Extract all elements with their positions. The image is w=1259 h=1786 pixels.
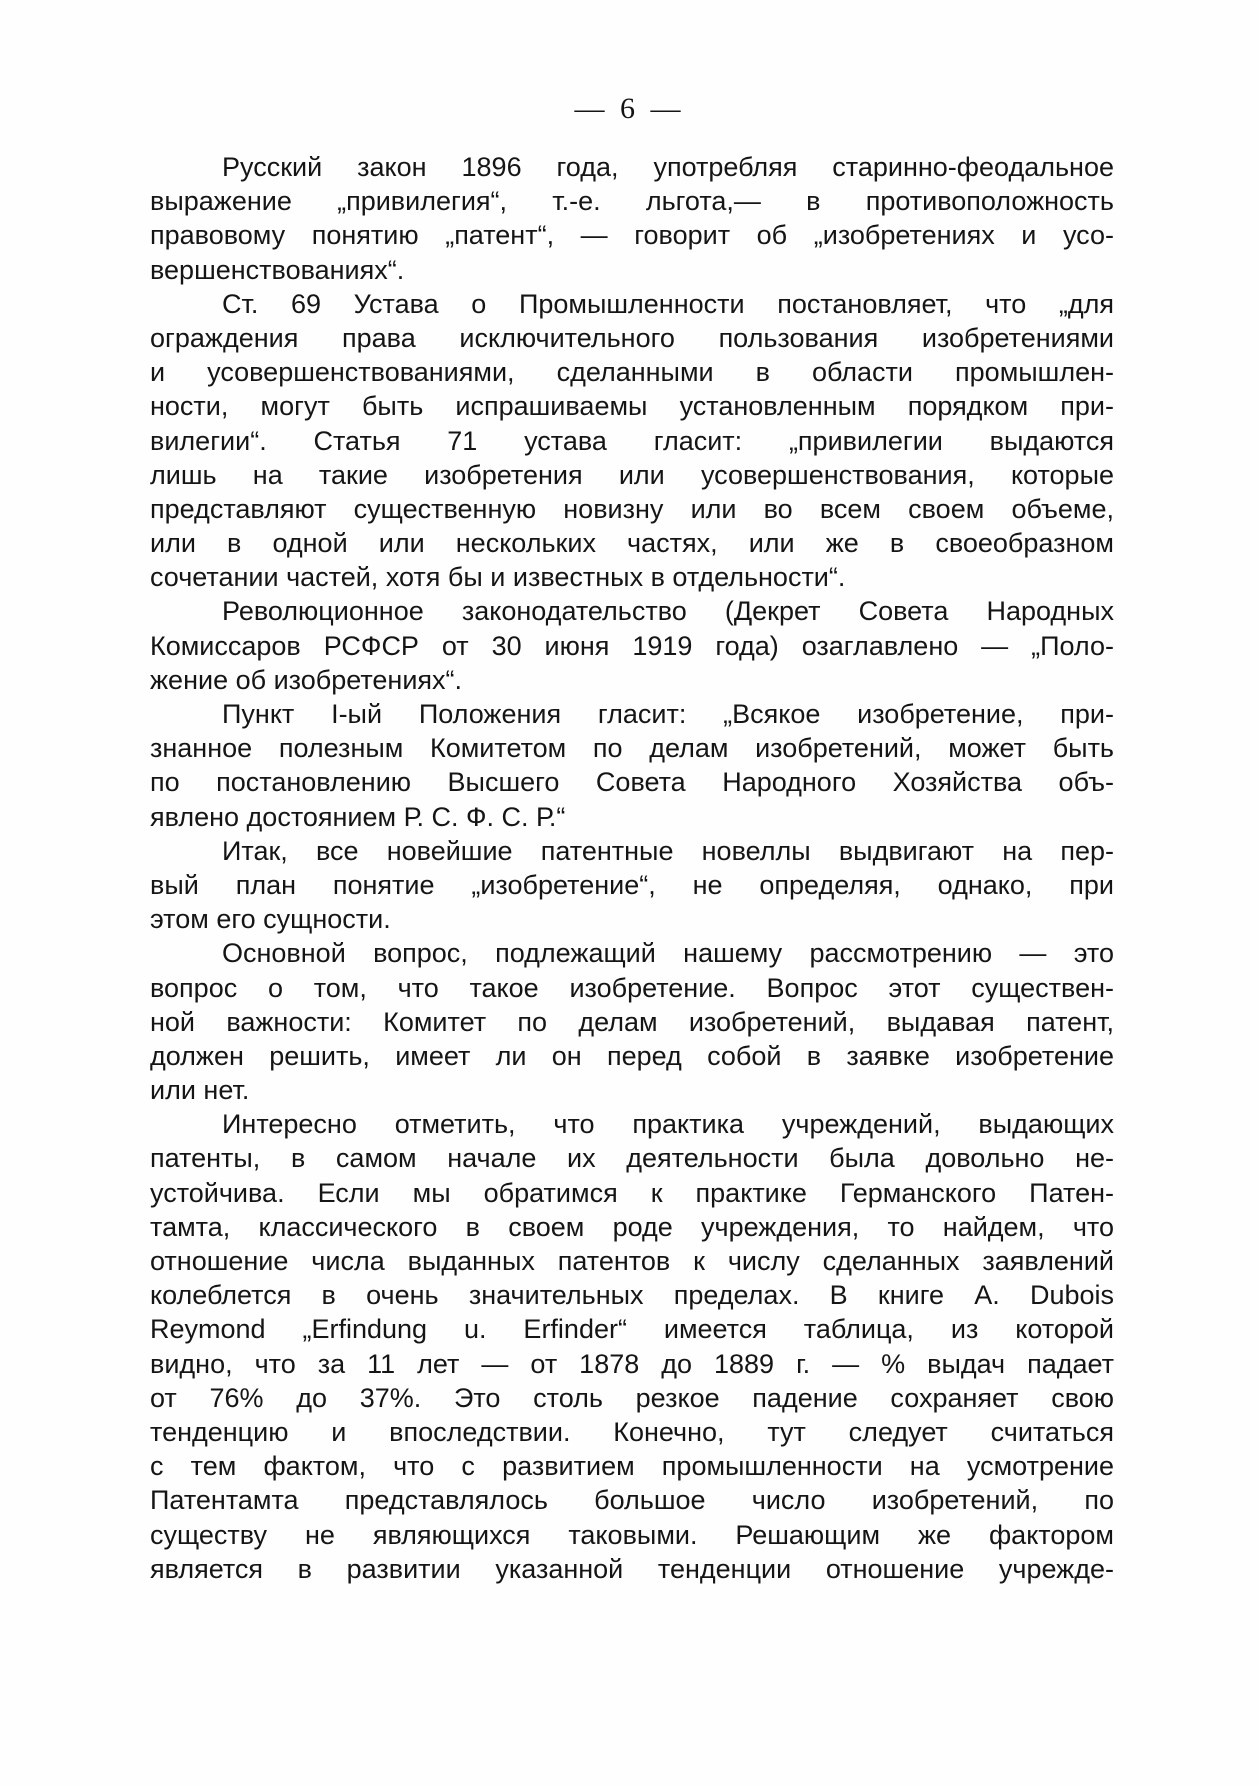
text-line: Патентамта представлялось большое число изобретений, по [150,1485,1114,1516]
text-line: Революционное законодательство (Декрет Совета Народных [222,596,1114,627]
text-line: Ст. 69 Устава о Промышленности постановляет, что „для [222,288,1114,319]
text-line: знанное полезным Комитетом по делам изобретений, может быть [150,733,1114,764]
text-line: представляют существенную новизну или во всем своем объеме, [150,493,1114,524]
text-line: с тем фактом, что с развитием промышленности на усмотрение [150,1451,1114,1482]
text-line: лишь на такие изобретения или усовершенствования, которые [150,459,1114,490]
text-line: Комиссаров РСФСР от 30 июня 1919 года) озаглавлено — „Поло- [150,630,1114,661]
text-line: Интересно отметить, что практика учреждений, выдающих [222,1109,1114,1140]
paragraph-4 [150,697,1114,834]
text-line: тамта, классического в своем роде учреждения, то найдем, что [150,1211,1114,1242]
text-line: видно, что за 11 лет — от 1878 до 1889 г. — % выдач падает [150,1348,1114,1379]
paragraph-5 [150,834,1114,937]
paragraph-6 [150,936,1114,1107]
text-line: вершенствованиях“. [150,254,405,285]
text-line: жение об изобретениях“. [150,664,463,695]
paragraph-7 [150,1107,1114,1586]
text-line: сочетании частей, хотя бы и известных в отдельности“. [150,562,846,593]
text-line: Итак, все новейшие патентные новеллы выдвигают на пер- [222,835,1114,866]
paragraph-1 [150,150,1114,287]
text-line: существу не являющихся таковыми. Решающим же фактором [150,1519,1114,1550]
text-line: вилегии“. Статья 71 устава гласит: „привилегии выдаются [150,425,1114,456]
text-line: вопрос о том, что такое изобретение. Вопрос этот существен- [150,972,1114,1003]
text-line: должен решить, имеет ли он перед собой в заявке изобретение [150,1040,1114,1071]
text-line: Reymond „Erfindung u. Erfinder“ имеется таблица, из которой [150,1314,1114,1345]
page-number: — 6 — [574,92,685,125]
text-line: Основной вопрос, подлежащий нашему рассмотрению — это [222,938,1114,969]
text-line: ной важности: Комитет по делам изобретений, выдавая патент, [150,1006,1114,1037]
paragraph-2 [150,287,1114,595]
paragraph-3 [150,594,1114,697]
text-line: Пункт I-ый Положения гласит: „Всякое изобретение, при- [222,699,1114,729]
text-line: или нет. [150,1075,250,1106]
text-line: и усовершенствованиями, сделанными в области промышлен- [150,357,1114,388]
text-line: устойчива. Если мы обратимся к практике Германского Патен- [150,1177,1114,1208]
text-line: от 76% до 37%. Это столь резкое падение сохраняет свою [150,1382,1114,1413]
text-line: колеблется в очень значительных пределах. В книге A. Dubois [150,1280,1114,1311]
text-line: явлено достоянием Р. С. Ф. С. Р.“ [150,801,566,832]
text-line: тенденцию и впоследствии. Конечно, тут следует считаться [150,1416,1114,1447]
body-text [150,150,1114,1586]
text-line: является в развитии указанной тенденции отношение учрежде- [150,1553,1114,1584]
text-line: по постановлению Высшего Совета Народного Хозяйства объ- [150,767,1114,798]
text-line: ности, могут быть испрашиваемы установленным порядком при- [150,391,1114,422]
text-line: вый план понятие „изобретение“, не определяя, однако, при [150,869,1114,900]
text-line: патенты, в самом начале их деятельности была довольно не- [150,1143,1114,1174]
text-line: отношение числа выданных патентов к числу сделанных заявлений [150,1246,1114,1276]
text-line: ограждения права исключительного пользования изобретениями [150,322,1114,353]
text-line: правовому понятию „патент“, — говорит об „изобретениях и усо- [150,220,1114,251]
text-line: этом его сущности. [150,904,391,935]
text-line: Русский закон 1896 года, употребляя старинно-феодальное [222,152,1114,182]
text-line: выражение „привилегия“, т.-е. льгота,— в противоположность [150,186,1114,217]
text-line: или в одной или нескольких частях, или же в своеобразном [150,528,1114,559]
